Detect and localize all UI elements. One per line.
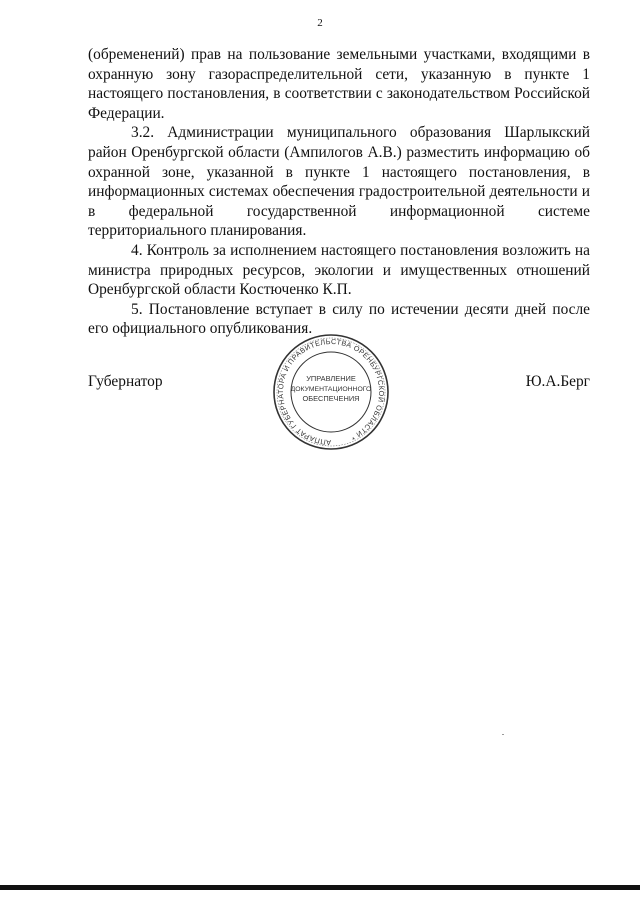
seal-center-line-3: ОБЕСПЕЧЕНИЯ [302, 394, 360, 403]
official-seal [256, 333, 406, 453]
paragraph-5: 5. Постановление вступает в силу по истечении десяти дней после его официального опубликования. [88, 300, 590, 338]
seal-ring-text: АППАРАТ ГУБЕРНАТОРА И ПРАВИТЕЛЬСТВА ОРЕНБУРГСКОЙ ОБЛАСТИ * [275, 336, 387, 448]
seal-center-line-2: ДОКУМЕНТАЦИОННОГО [290, 386, 372, 393]
signer-title: Губернатор [88, 373, 163, 390]
scan-bottom-border [0, 885, 640, 890]
page-number: 2 [317, 17, 323, 29]
paragraph-3-2: 3.2. Администрации муниципального образования Шарлыкский район Оренбургской области (Ампилогов А.В.) разместить информацию об охранной зоне, указанной в пункте 1 настоящего постановления, в информационных системах обеспечения градостроительной деятельности и в федеральной государственной информационной системе территориального планирования. [88, 124, 590, 240]
scan-speck [502, 734, 504, 735]
paragraph-continuation: (обременений) прав на пользование земельными участками, входящими в охранную зону газораспределительной сети, указанную в пункте 1 настоящего постановления, в соответствии с законодательством Российской Федерации. [88, 46, 590, 122]
signer-name: Ю.А.Берг [525, 373, 590, 390]
paragraph-4: 4. Контроль за исполнением настоящего постановления возложить на министра природных ресурсов, экологии и имущественных отношений Оренбургской области Костюченко К.П. [88, 241, 590, 299]
document-body [88, 45, 590, 339]
seal-center-line-1: УПРАВЛЕНИЕ [306, 374, 356, 383]
